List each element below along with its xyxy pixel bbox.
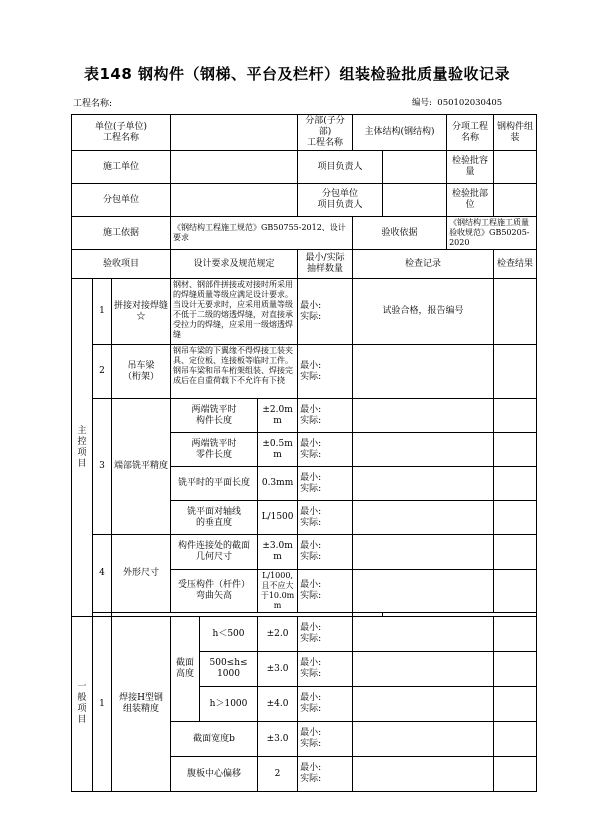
condition: h＜500 xyxy=(200,617,258,652)
check-result[interactable] xyxy=(494,687,537,722)
sample-count[interactable]: 最小: 实际: xyxy=(298,687,353,722)
tolerance: ±3.0 xyxy=(258,652,298,687)
check-record[interactable]: 试验合格，报告编号 xyxy=(353,279,494,345)
tolerance: 2 xyxy=(258,757,298,792)
main-row-3a xyxy=(72,399,537,433)
sample-count[interactable]: 最小: 实际: xyxy=(298,617,353,652)
sample-count[interactable]: 最小: 实际: xyxy=(298,652,353,687)
subunit-name-value[interactable]: 主体结构(钢结构) xyxy=(353,115,447,151)
row-no: 3 xyxy=(93,399,112,535)
constructor-label: 施工单位 xyxy=(72,151,171,184)
row-no: 1 xyxy=(93,617,112,792)
main-row-2 xyxy=(72,345,537,399)
basis-label: 施工依据 xyxy=(72,217,171,250)
batch-capacity-value[interactable] xyxy=(494,151,537,184)
header-sample: 最小/实际 抽样数量 xyxy=(298,250,353,279)
tolerance: ±3.0 xyxy=(258,722,298,757)
sub-item-name: 铣平面对轴线 的垂直度 xyxy=(171,501,258,535)
batch-part-value[interactable] xyxy=(494,184,537,217)
sub-item-name: 构件连接处的截面 几何尺寸 xyxy=(171,535,258,570)
general-label: 一般项目 xyxy=(72,617,93,792)
sub-item-name: 两端铣平时 构件长度 xyxy=(171,399,258,433)
item-name: 外形尺寸 xyxy=(112,535,171,613)
check-result[interactable] xyxy=(494,501,537,535)
code-label: 编号: xyxy=(412,98,432,108)
check-result[interactable] xyxy=(494,757,537,792)
unit-name-value[interactable] xyxy=(171,115,298,151)
constructor-value[interactable] xyxy=(171,151,298,184)
sub-item-name: 两端铣平时 零件长度 xyxy=(171,433,258,467)
sample-count[interactable]: 最小: 实际: xyxy=(298,279,353,345)
header-item: 验收项目 xyxy=(72,250,171,279)
sub-item-name: 铣平时的平面长度 xyxy=(171,467,258,501)
sample-count[interactable]: 最小: 实际: xyxy=(298,345,353,399)
header-design: 设计要求及规范规定 xyxy=(171,250,298,279)
item-name: 拼接对接焊缝☆ xyxy=(112,279,171,345)
item-name: 焊接H型钢 组装精度 xyxy=(112,617,171,792)
code-value: 050102030405 xyxy=(437,98,503,108)
check-record[interactable] xyxy=(353,535,494,570)
acceptance-basis-label: 验收依据 xyxy=(353,217,447,250)
row-no: 1 xyxy=(93,279,112,345)
acceptance-table xyxy=(71,114,537,792)
sample-count[interactable]: 最小: 实际: xyxy=(298,570,353,613)
tolerance: ±0.5mm xyxy=(258,433,298,467)
info-row-2 xyxy=(72,151,537,184)
tolerance: 0.3mm xyxy=(258,467,298,501)
sample-count[interactable]: 最小: 实际: xyxy=(298,399,353,433)
sub-item-name: 受压构件（杆件） 弯曲矢高 xyxy=(171,570,258,613)
tolerance: ±3.0mm xyxy=(258,535,298,570)
tolerance: ±2.0mm xyxy=(258,399,298,433)
check-record[interactable] xyxy=(353,433,494,467)
general-row-1a xyxy=(72,617,537,652)
sample-count[interactable]: 最小: 实际: xyxy=(298,467,353,501)
pm-value[interactable] xyxy=(383,151,447,184)
check-record[interactable] xyxy=(353,345,494,399)
sub-item-name: 截面宽度b xyxy=(171,722,258,757)
header-result: 检查结果 xyxy=(494,250,537,279)
item-spec: 钢吊车梁的下翼缘不得焊接工装夹具、定位板、连接板等临时工件。钢吊车梁和吊车桁架组装、焊接完成后在自重荷载下不允许有下挠 xyxy=(171,345,298,399)
sample-count[interactable]: 最小: 实际: xyxy=(298,722,353,757)
info-row-4 xyxy=(72,217,537,250)
check-record[interactable] xyxy=(353,570,494,613)
subcontractor-label: 分包单位 xyxy=(72,184,171,217)
unit-name-label: 单位(子单位) 工程名称 xyxy=(72,115,171,151)
check-result[interactable] xyxy=(494,345,537,399)
tolerance: ±2.0 xyxy=(258,617,298,652)
check-record[interactable] xyxy=(353,722,494,757)
check-record[interactable] xyxy=(353,467,494,501)
header-row xyxy=(72,250,537,279)
check-result[interactable] xyxy=(494,722,537,757)
item-name-value[interactable]: 钢构件组装 xyxy=(494,115,537,151)
check-result[interactable] xyxy=(494,433,537,467)
tolerance: L/1000, 且不应大 于10.0mm xyxy=(258,570,298,613)
form-code xyxy=(412,96,502,108)
header-record: 检查记录 xyxy=(353,250,494,279)
condition: h＞1000 xyxy=(200,687,258,722)
check-result[interactable] xyxy=(494,535,537,570)
sample-count[interactable]: 最小: 实际: xyxy=(298,757,353,792)
sub-pm-label: 分包单位 项目负责人 xyxy=(298,184,383,217)
sample-count[interactable]: 最小: 实际: xyxy=(298,501,353,535)
item-name-label: 分项工程名称 xyxy=(447,115,494,151)
tolerance: ±4.0 xyxy=(258,687,298,722)
check-record[interactable] xyxy=(353,757,494,792)
batch-capacity-label: 检验批容量 xyxy=(447,151,494,184)
check-result[interactable] xyxy=(494,399,537,433)
subcontractor-value[interactable] xyxy=(171,184,298,217)
page-title: 表148 钢构件（钢梯、平台及栏杆）组装检验批质量验收记录 xyxy=(83,65,511,83)
row-no: 2 xyxy=(93,345,112,399)
section-height-label: 截面 高度 xyxy=(171,617,200,722)
row-no: 4 xyxy=(93,535,112,613)
item-name: 端部铣平精度 xyxy=(112,399,171,535)
pm-label: 项目负责人 xyxy=(298,151,383,184)
item-spec: 钢材、钢部件拼接或对接时所采用的焊缝质量等级应满足设计要求。当设计无要求时，应采用质量等级不低于二级的熔透焊缝，对直接承受拉力的焊缝，应采用一级熔透焊缝 xyxy=(171,279,298,345)
condition: 500≤h≤ 1000 xyxy=(200,652,258,687)
main-control-label: 主控项目 xyxy=(72,279,93,617)
check-record[interactable] xyxy=(353,687,494,722)
main-row-4a xyxy=(72,535,537,570)
info-row-3 xyxy=(72,184,537,217)
basis-value: 《钢结构工程施工规范》GB50755-2012、设计要求 xyxy=(171,217,353,250)
batch-part-label: 检验批部位 xyxy=(447,184,494,217)
item-name: 吊车梁 （桁架） xyxy=(112,345,171,399)
check-result[interactable] xyxy=(494,279,537,345)
check-record[interactable] xyxy=(353,652,494,687)
check-record[interactable] xyxy=(353,399,494,433)
acceptance-basis-value: 《钢结构工程施工质量验收规范》GB50205-2020 xyxy=(447,217,537,250)
check-result[interactable] xyxy=(494,467,537,501)
project-name-label: 工程名称: xyxy=(73,99,113,109)
sample-count[interactable]: 最小: 实际: xyxy=(298,433,353,467)
check-result[interactable] xyxy=(494,652,537,687)
main-row-1 xyxy=(72,279,537,345)
check-result[interactable] xyxy=(494,617,537,652)
check-record[interactable] xyxy=(353,617,494,652)
sample-count[interactable]: 最小: 实际: xyxy=(298,535,353,570)
subunit-name-label: 分部(子分部) 工程名称 xyxy=(298,115,353,151)
tolerance: L/1500 xyxy=(258,501,298,535)
check-record[interactable] xyxy=(353,501,494,535)
info-row-1 xyxy=(72,115,537,151)
sub-item-name: 腹板中心偏移 xyxy=(171,757,258,792)
check-result[interactable] xyxy=(494,570,537,613)
sub-pm-value[interactable] xyxy=(383,184,447,217)
